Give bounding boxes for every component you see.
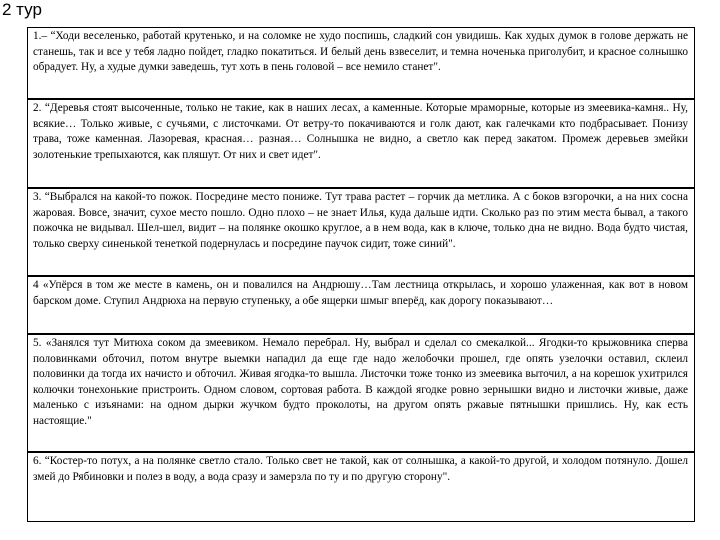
quote-item-4: 4 «Упёрся в том же месте в камень, он и повалился на Андрюшу…Там лестница открылась, и хорошо улаженная, как вот в новом барском доме. Ступил Андрюха на первую ступеньку, а обе ящерки шмыг вперёд, как дорогу показывают…: [28, 277, 694, 335]
quote-item-1: 1.– “Ходи веселенько, работай крутенько, и на соломке не худо поспишь, сладкий сон увидишь. Как худых думок в голове держать не станешь, так и все у тебя ладно пойдет, гладко покатиться. И белый день взвеселит, и темна ноченька приголубит, и красное солнышко обрадует. Ну, а худые думки заведешь, тут хоть в пень головой – все немило станет".: [28, 28, 694, 100]
quote-item-3: 3. “Выбрался на какой-то пожок. Посредине место пониже. Тут трава растет – горчик да метлика. А с боков взгорочки, а на них сосна жаровая. Вовсе, значит, сухое место пошло. Одно плохо – не знает Илья, куда дальше идти. Сколько раз по этим места бывал, а такого пожочка не видывал. Шел-шел, видит – на полянке окошко круглое, а в нем вода, как в ключе, только дна не видно. Вода будто чистая, только сверху синенькой тенеткой подернулась и посредине паучок сидит, тоже синий".: [28, 189, 694, 277]
quote-item-2: 2. “Деревья стоят высоченные, только не такие, как в наших лесах, а каменные. Которые мраморные, которые из змеевика-камня.. Ну, всякие… Только живые, с сучьями, с листочками. От ветру-то покачиваются и голк дают, как галечками кто подбрасывает. Понизу трава, тоже каменная. Лазоревая, красная… разная… Солнышка не видно, а светло как перед закатом. Промеж деревьев змейки золотенькие трепыхаются, как пляшут. От них и свет идет".: [28, 100, 694, 189]
page-title: 2 тур: [2, 0, 42, 19]
quote-item-5: 5. «Занялся тут Митюха соком да змеевиком. Немало перебрал. Ну, выбрал и сделал со смекалкой... Ягодки-то крыжовника сперва половинками обточил, потом внутре выемки нападил да еще где надо желобочки прошел, где опять узелочки оставил, склеил половинки да тогда их начисто и обточил. Живая ягодка-то вышла. Листочки тоже тонко из змеевика выточил, а на корешок ухитрился колючки тонехонькие пристроить. Одном словом, сортовая работа. В каждой ягодке ровно зернышки видно и листочки живые, даже маленько с изъянами: на одном дырки жучком будто проколоты, на другом опять ржавые пятнышки пришлись. Ну, как есть настоящие.": [28, 335, 694, 453]
quote-item-6: 6. “Костер-то потух, а на полянке светло стало. Только свет не такой, как от солнышка, а какой-то другой, и холодом потянуло. Дошел змей до Рябиновки и полез в воду, а вода сразу и замерзла по ту и по другую сторону".: [33, 455, 688, 483]
quotes-table: [27, 27, 695, 522]
